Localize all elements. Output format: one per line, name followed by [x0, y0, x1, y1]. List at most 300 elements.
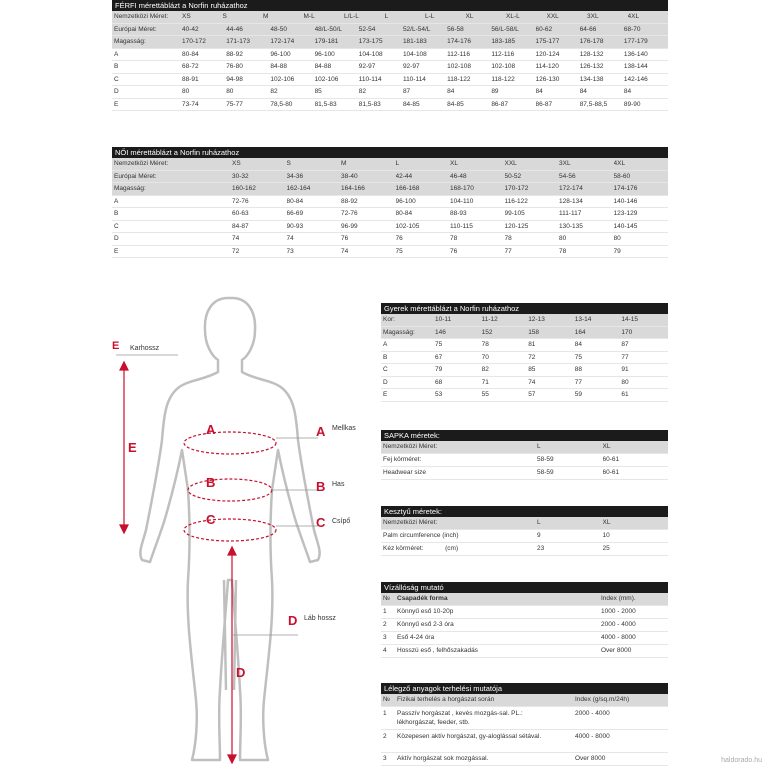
breathability-no: 2 — [383, 733, 387, 740]
men-table-title: FÉRFI mérettáblázt a Norfin ruházathoz — [112, 0, 668, 11]
waterproof-index: 1000 - 2000 — [601, 608, 636, 615]
kids-cell: 85 — [528, 366, 536, 373]
men-row-label: A — [114, 50, 119, 58]
women-height-cell: 170-172 — [504, 185, 529, 192]
men-row-label: B — [114, 63, 119, 70]
men-row-a — [112, 49, 668, 62]
hat-row — [381, 454, 668, 467]
men-cell: 84 — [579, 88, 587, 95]
men-cell: 104-108 — [358, 50, 383, 58]
men-row-label: E — [114, 100, 119, 108]
breathability-table — [381, 683, 668, 766]
kids-row-label: D — [383, 378, 388, 386]
breathability-no-header: № — [383, 696, 390, 703]
breathability-type: Aktív horgászat sok mozgással. — [397, 755, 489, 762]
kids-cell: 57 — [528, 391, 536, 398]
kids-cell: 77 — [621, 353, 629, 361]
women-size-cell: 4XL — [613, 160, 626, 167]
kids-age-row — [381, 314, 668, 327]
men-row-d — [112, 86, 668, 99]
women-eu-cell: 30-32 — [232, 172, 249, 180]
gloves-intl-label: Nemzetközi Méret: — [383, 519, 438, 526]
hat-size-cell: XL — [602, 443, 611, 450]
gloves-intl-row — [381, 517, 668, 530]
gloves-table-title: Kesztyű méretek: — [381, 506, 668, 517]
kids-cell: 80 — [621, 378, 629, 386]
hat-row — [381, 467, 668, 480]
women-cell: 99-105 — [504, 210, 525, 217]
kids-table-title: Gyerek mérettáblázt a Norfin ruházathoz — [381, 303, 668, 314]
men-cell: 86-87 — [535, 100, 553, 108]
watermark-logo: haldorado.hu — [721, 757, 762, 764]
women-cell: 110-115 — [450, 222, 473, 230]
men-eu-cell: 64-66 — [579, 25, 597, 33]
women-row-label: E — [114, 247, 119, 255]
kids-row-label: A — [383, 341, 388, 348]
men-cell: 120-124 — [535, 50, 560, 58]
hat-cell: 58-59 — [537, 456, 554, 463]
men-height-cell: 171-173 — [226, 38, 251, 45]
waterproof-table-title: Vízállóság mutató — [381, 582, 668, 593]
gloves-size-cell: XL — [602, 519, 611, 526]
women-eu-label: Európai Méret: — [114, 172, 157, 180]
hat-intl-label: Nemzetközi Méret: — [383, 443, 438, 450]
men-cell: 84-85 — [402, 100, 420, 108]
breathability-header-row — [381, 694, 668, 707]
men-row-b — [112, 61, 668, 74]
kids-height-row — [381, 327, 668, 340]
body-letter-c: C — [206, 512, 216, 527]
women-cell: 80-84 — [395, 210, 413, 217]
women-height-cell: 172-174 — [559, 185, 583, 192]
waterproof-no-header: № — [383, 595, 390, 602]
men-height-cell: 176-178 — [579, 38, 604, 45]
arm-arrow-top-icon — [120, 362, 128, 370]
men-cell: 87,5-88,5 — [579, 100, 608, 108]
men-cell: 86-87 — [491, 100, 508, 108]
men-size-cell: 3XL — [587, 13, 599, 20]
men-eu-cell: 52-54 — [358, 25, 376, 33]
kids-cell: 82 — [481, 366, 489, 373]
men-eu-cell: 68-70 — [623, 25, 641, 33]
men-cell: 118-122 — [491, 75, 515, 83]
men-cell: 112-116 — [447, 50, 471, 58]
women-cell: 80 — [559, 235, 567, 242]
waterproof-no: 1 — [383, 608, 387, 615]
waterproof-row — [381, 632, 668, 645]
men-size-cell: XL — [465, 13, 474, 20]
men-cell: 136-140 — [623, 50, 648, 58]
men-cell: 84-85 — [447, 100, 464, 108]
men-eu-cell: 48/L-50/L — [314, 25, 343, 33]
men-cell: 142-146 — [623, 75, 648, 83]
gloves-row — [381, 530, 668, 543]
hip-label: Csípő — [332, 518, 351, 525]
men-height-cell: 179-181 — [314, 38, 339, 45]
women-row-a — [112, 196, 668, 209]
men-cell: 92-97 — [358, 63, 376, 70]
men-height-row — [112, 36, 668, 49]
women-height-label: Magasság: — [114, 185, 146, 192]
women-eu-cell: 54-56 — [559, 172, 576, 180]
kids-height-cell: 146 — [435, 328, 446, 336]
men-cell: 78,5-80 — [270, 100, 293, 108]
men-cell: 110-114 — [402, 75, 426, 83]
women-row-label: A — [114, 197, 119, 205]
kids-age-cell: 10-11 — [435, 316, 452, 323]
men-cell: 81,5-83 — [358, 100, 381, 108]
breathability-no: 3 — [383, 755, 387, 762]
women-cell: 96-99 — [341, 222, 358, 230]
men-cell: 102-106 — [314, 75, 339, 83]
women-cell: 73 — [286, 247, 294, 255]
gloves-row-label: Kéz körméret: (cm) — [383, 545, 459, 552]
women-eu-cell: 58-60 — [613, 172, 631, 180]
gloves-row-label: Palm circumference (inch) — [383, 532, 459, 539]
men-eu-cell: 56-58 — [447, 25, 464, 33]
men-cell: 114-120 — [535, 63, 559, 70]
body-outline — [140, 298, 319, 760]
gloves-cell: 10 — [602, 532, 610, 539]
kids-cell: 87 — [621, 341, 629, 348]
gloves-size-cell: L — [537, 519, 541, 526]
breathability-type: Passzív horgászat , kevés mozgás-sal. PL.: lékhorgászat, feeder, stb. — [397, 710, 523, 726]
women-row-label: D — [114, 235, 119, 242]
men-row-label: C — [114, 75, 119, 83]
men-cell: 81,5-83 — [314, 100, 337, 108]
men-size-table — [112, 0, 668, 111]
men-size-cell: XXL — [546, 13, 559, 20]
women-cell: 116-122 — [504, 197, 528, 205]
arm-length-title — [112, 340, 119, 352]
women-row-d — [112, 233, 668, 246]
men-height-cell: 172-174 — [270, 38, 295, 45]
waterproof-header-row — [381, 593, 668, 606]
men-cell: 82 — [358, 88, 366, 95]
women-size-cell: M — [341, 160, 347, 167]
kids-height-cell: 152 — [481, 328, 493, 336]
men-cell: 87 — [402, 88, 411, 95]
men-cell: 112-116 — [491, 50, 515, 58]
women-eu-cell: 38-40 — [341, 172, 358, 180]
kids-cell: 74 — [528, 378, 536, 386]
women-cell: 72 — [232, 247, 240, 255]
breathability-index: 4000 - 8000 — [575, 733, 610, 740]
waist-label: Has — [332, 481, 345, 488]
waterproof-row — [381, 619, 668, 632]
waterproof-type: Eső 4-24 óra — [397, 634, 435, 641]
women-cell: 66-69 — [286, 210, 304, 217]
kids-cell: 79 — [435, 366, 443, 373]
women-height-cell: 174-176 — [613, 185, 638, 192]
kids-cell: 72 — [528, 353, 536, 361]
waterproof-row — [381, 606, 668, 619]
men-cell: 102-108 — [447, 63, 471, 70]
kids-cell: 59 — [574, 391, 583, 398]
women-row-e — [112, 246, 668, 259]
arm-arrow-bottom-icon — [120, 525, 128, 533]
kids-row-a — [381, 339, 668, 352]
men-cell: 84-88 — [270, 63, 287, 70]
kids-cell: 84 — [574, 341, 583, 348]
men-cell: 134-138 — [579, 75, 604, 83]
men-cell: 84 — [447, 88, 455, 95]
women-cell: 74 — [286, 235, 294, 242]
men-cell: 96-100 — [314, 50, 335, 58]
women-size-cell: XL — [450, 160, 458, 167]
gloves-size-table — [381, 506, 668, 556]
kids-row-d — [381, 377, 668, 390]
kids-row-e — [381, 389, 668, 402]
women-eu-cell: 50-52 — [504, 172, 522, 180]
body-letter-e: E — [128, 440, 137, 455]
women-cell: 72-76 — [341, 210, 358, 217]
women-cell: 80-84 — [286, 197, 304, 205]
chest-measure-ellipse — [184, 432, 276, 454]
men-eu-cell: 44-46 — [226, 25, 243, 33]
men-cell: 80 — [182, 88, 190, 95]
hat-row-label: Headwear size — [383, 469, 426, 476]
leg-arrow-top-icon — [228, 547, 236, 555]
men-eu-cell: 56/L-58/L — [491, 25, 519, 33]
women-cell: 78 — [559, 247, 567, 255]
men-height-label: Magasság: — [114, 38, 146, 45]
women-cell: 140-145 — [613, 222, 638, 230]
breathability-row — [381, 753, 668, 766]
kids-row-c — [381, 364, 668, 377]
hat-cell: 58-59 — [537, 469, 554, 476]
women-eu-cell: 46-48 — [450, 172, 467, 180]
kids-cell: 68 — [435, 378, 443, 386]
men-eu-label: Európai Méret: — [114, 25, 157, 33]
kids-cell: 71 — [481, 378, 489, 386]
women-cell: 78 — [504, 235, 512, 242]
kids-size-table — [381, 303, 668, 402]
women-size-cell: L — [395, 160, 400, 167]
kids-cell: 67 — [435, 353, 443, 361]
women-cell: 84-87 — [232, 222, 249, 230]
men-cell: 88-92 — [226, 50, 243, 58]
body-measurement-figure — [108, 290, 378, 768]
men-height-cell: 173-175 — [358, 38, 383, 45]
kids-row-label: E — [383, 391, 388, 398]
kids-row-label: B — [383, 353, 388, 361]
women-row-b — [112, 208, 668, 221]
kids-height-cell: 170 — [621, 328, 633, 336]
kids-cell: 53 — [435, 391, 443, 398]
kids-cell: 75 — [435, 341, 443, 348]
waterproof-row — [381, 645, 668, 658]
body-letter-d: D — [236, 665, 246, 680]
women-height-cell: 166-168 — [395, 185, 420, 192]
women-cell: 75 — [395, 247, 403, 255]
men-size-cell: L — [384, 13, 389, 20]
men-cell: 75-77 — [226, 100, 243, 108]
kids-cell: 78 — [481, 341, 489, 348]
kids-age-cell: 11-12 — [481, 316, 498, 323]
women-size-cell: 3XL — [559, 160, 571, 167]
men-cell: 82 — [270, 88, 278, 95]
men-cell: 110-114 — [358, 75, 382, 83]
waist-label-letter: B — [316, 479, 326, 494]
hat-cell: 60-61 — [602, 469, 620, 476]
men-cell: 84 — [623, 88, 632, 95]
women-table-title: NŐI mérettáblázt a Norfin ruházathoz — [112, 147, 668, 158]
women-cell: 120-125 — [504, 222, 529, 230]
gloves-cell: 25 — [602, 545, 610, 552]
kids-cell: 88 — [574, 366, 583, 373]
men-eu-cell: 60-62 — [535, 25, 553, 33]
women-cell: 88-93 — [450, 210, 467, 217]
kids-age-cell: 14-15 — [621, 316, 638, 323]
women-eu-cell: 42-44 — [395, 172, 413, 180]
waterproof-index: 2000 - 4000 — [601, 621, 636, 628]
kids-cell: 91 — [621, 366, 629, 373]
waterproof-index: 4000 - 8000 — [601, 634, 636, 641]
women-size-cell: S — [286, 160, 291, 167]
breathability-type: Közepesen aktív horgászat, gy-aloglással sétával. — [397, 733, 542, 740]
men-size-cell: M — [263, 13, 269, 20]
men-eu-cell: 40-42 — [182, 25, 199, 33]
gloves-cell: 23 — [537, 545, 545, 552]
men-height-cell: 177-179 — [623, 38, 648, 45]
men-cell: 118-122 — [447, 75, 471, 83]
men-size-cell: M-L — [303, 13, 315, 20]
hip-label-letter: C — [316, 515, 326, 530]
women-cell: 123-129 — [613, 210, 638, 217]
men-cell: 102-108 — [491, 63, 516, 70]
breathability-row — [381, 707, 668, 730]
women-cell: 74 — [341, 247, 349, 255]
women-row-label: C — [114, 222, 119, 230]
women-eu-row — [112, 171, 668, 184]
waterproof-no: 3 — [383, 634, 387, 641]
men-eu-cell: 48-50 — [270, 25, 287, 33]
women-height-row — [112, 183, 668, 196]
men-cell: 68-72 — [182, 63, 199, 70]
women-size-cell: XXL — [504, 160, 517, 167]
men-cell: 73-74 — [182, 100, 199, 108]
leg-label: Láb hossz — [304, 615, 336, 622]
waterproof-no: 2 — [383, 621, 387, 628]
men-cell: 88-91 — [182, 75, 199, 83]
men-cell: 102-106 — [270, 75, 295, 83]
women-cell: 80 — [613, 235, 621, 242]
waterproof-table — [381, 582, 668, 658]
women-cell: 76 — [450, 247, 458, 255]
women-cell: 102-105 — [395, 222, 420, 230]
leg-label-letter: D — [288, 613, 298, 628]
kids-height-cell: 164 — [574, 328, 586, 336]
breathability-row — [381, 730, 668, 753]
body-letter-b: B — [206, 475, 216, 490]
hat-size-table — [381, 430, 668, 480]
women-cell: 74 — [232, 235, 240, 242]
waterproof-type: Könnyű eső 10-20p — [397, 608, 454, 615]
women-intl-label: Nemzetközi Méret: — [114, 160, 169, 167]
women-height-cell: 164-166 — [341, 185, 365, 192]
women-cell: 79 — [613, 247, 621, 255]
kids-age-cell: 12-13 — [528, 316, 545, 323]
breathability-table-title: Lélegző anyagok terhelési mutatója — [381, 683, 668, 694]
waterproof-type: Hosszú eső , felhőszakadás — [397, 647, 478, 654]
men-intl-label: Nemzetközi Méret: — [114, 13, 169, 20]
women-size-cell: XS — [232, 160, 241, 167]
women-cell: 72-76 — [232, 197, 249, 205]
men-cell: 84 — [535, 88, 543, 95]
women-cell: 140-146 — [613, 197, 638, 205]
women-cell: 104-110 — [450, 197, 474, 205]
waterproof-index: Over 8000 — [601, 647, 632, 654]
men-cell: 76-80 — [226, 63, 243, 70]
men-cell: 85 — [314, 88, 322, 95]
body-letter-a: A — [206, 422, 216, 437]
men-size-cell: 4XL — [627, 13, 640, 20]
men-cell: 104-108 — [402, 50, 427, 58]
breathability-no: 1 — [383, 710, 387, 717]
women-cell: 60-63 — [232, 210, 249, 217]
hat-row-label: Fej körméret: — [383, 456, 422, 463]
men-height-cell: 181-183 — [402, 38, 427, 45]
women-cell: 111-117 — [559, 210, 582, 217]
kids-height-cell: 158 — [528, 328, 540, 336]
kids-cell: 55 — [481, 391, 489, 398]
men-height-cell: 174-176 — [447, 38, 471, 45]
waist-measure-ellipse — [188, 479, 272, 501]
kids-cell: 81 — [528, 341, 536, 348]
men-size-cell: XS — [182, 13, 191, 20]
breathability-index: 2000 - 4000 — [575, 710, 610, 717]
hat-intl-row — [381, 441, 668, 454]
women-size-table — [112, 147, 668, 258]
waterproof-index-header: Index (mm). — [601, 595, 636, 602]
women-cell: 77 — [504, 247, 512, 255]
men-row-c — [112, 74, 668, 87]
women-height-cell: 168-170 — [450, 185, 474, 192]
hat-cell: 60-61 — [602, 456, 620, 463]
kids-cell: 75 — [574, 353, 583, 361]
men-size-cell: XL-L — [506, 13, 520, 20]
women-cell: 96-100 — [395, 197, 416, 205]
men-height-cell: 175-177 — [535, 38, 560, 45]
women-row-label: B — [114, 210, 119, 217]
men-cell: 84-88 — [314, 63, 332, 70]
women-cell: 76 — [341, 235, 349, 242]
men-cell: 92-97 — [402, 63, 420, 70]
men-cell: 80-84 — [182, 50, 199, 58]
men-eu-cell: 52/L-54/L — [402, 25, 431, 33]
measure-lines — [184, 432, 276, 541]
kids-age-label: Kor: — [383, 316, 395, 323]
women-cell: 130-135 — [559, 222, 583, 230]
hip-measure-ellipse — [184, 519, 276, 541]
waterproof-type: Könnyű eső 2-3 óra — [397, 621, 454, 628]
kids-cell: 77 — [574, 378, 583, 386]
men-intl-row — [112, 11, 668, 24]
hat-size-cell: L — [537, 443, 541, 450]
men-cell: 89 — [491, 88, 499, 95]
men-size-cell: L/L-L — [344, 13, 359, 20]
women-cell: 128-134 — [559, 197, 583, 205]
men-cell: 138-144 — [623, 63, 648, 70]
hat-table-title: SAPKA méretek: — [381, 430, 668, 441]
kids-cell: 61 — [621, 391, 629, 398]
men-cell: 126-130 — [535, 75, 560, 83]
arm-length-label: Karhossz — [130, 345, 160, 352]
women-height-cell: 160-162 — [232, 185, 256, 192]
men-cell: 128-132 — [579, 50, 604, 58]
women-intl-row — [112, 158, 668, 171]
